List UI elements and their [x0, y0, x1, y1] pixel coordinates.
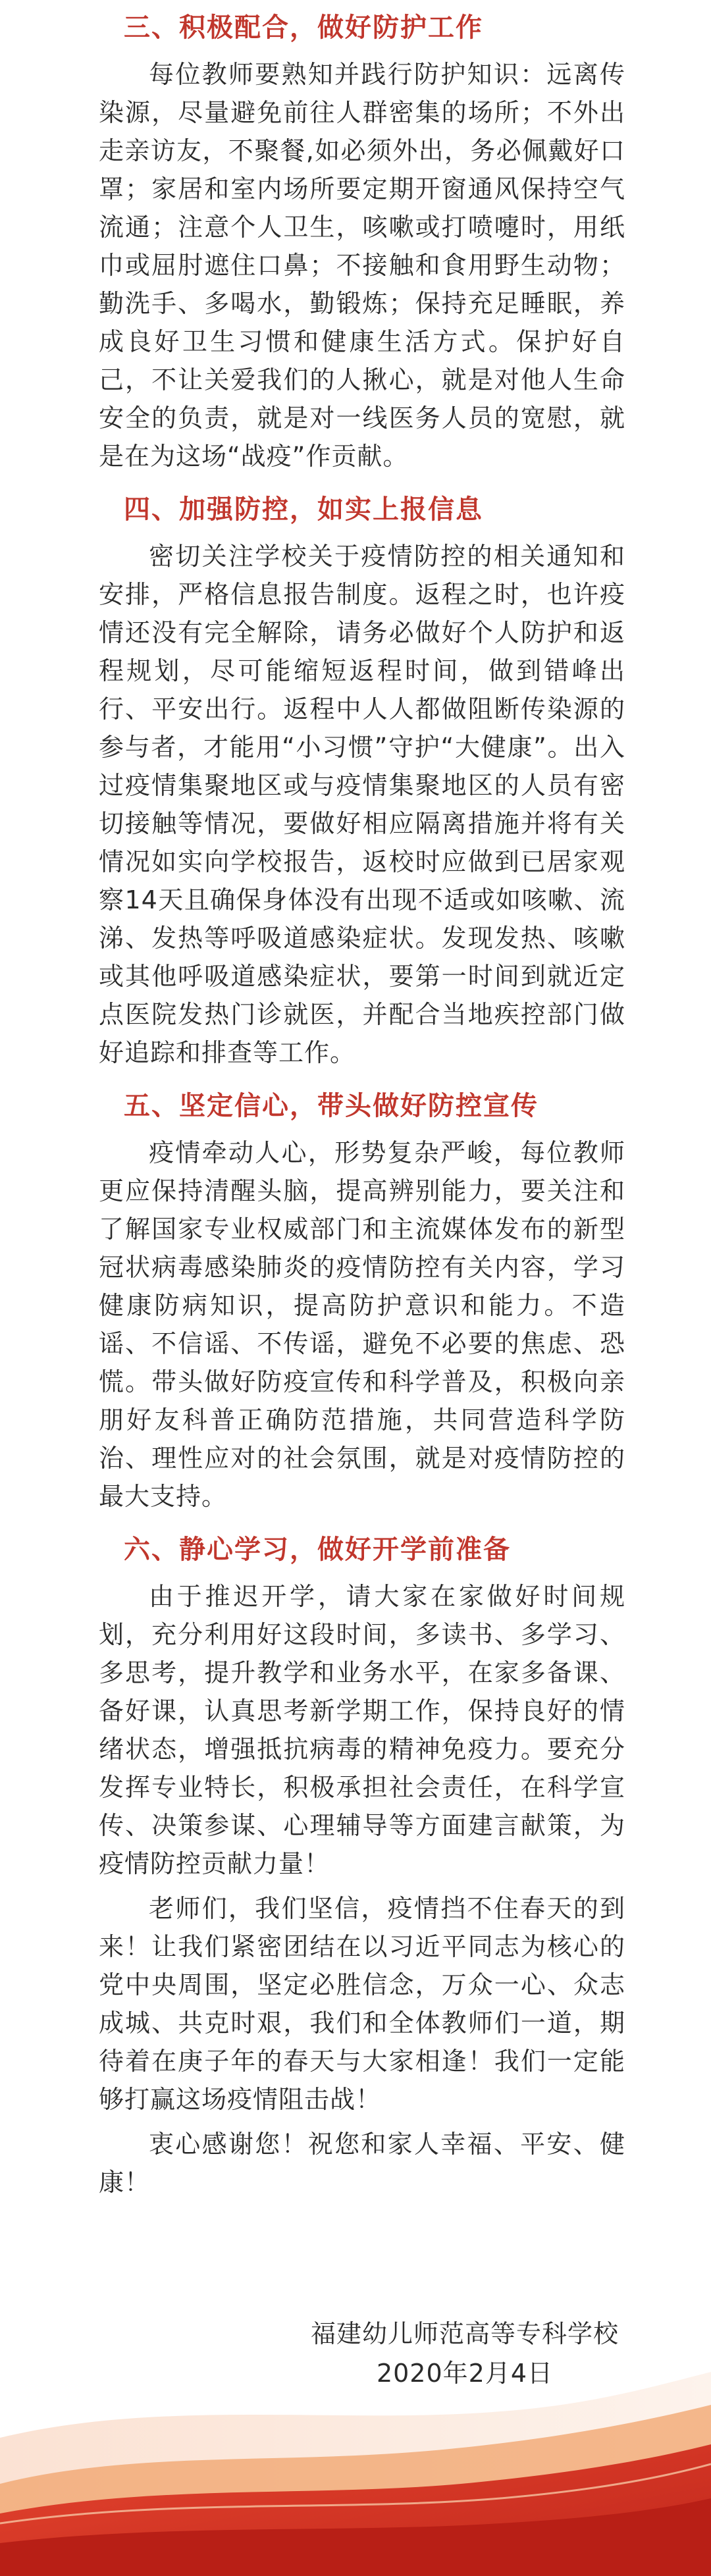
section-title: 六、静心学习，做好开学前准备	[124, 1535, 511, 1565]
section-paragraph: 由于推迟开学，请大家在家做好时间规划，充分利用好这段时间，多读书、多学习、多思考，提升教学和业务水平，在家多备课、备好课，认真思考新学期工作，保持良好的情绪状态，增强抵抗病毒的精神免疫力。要充分发挥专业特长，积极承担社会责任，在科学宣传、决策参谋、心理辅导等方面建言献策，为疫情防控贡献力量！	[99, 1582, 625, 1878]
section-paragraph: 疫情牵动人心，形势复杂严峻，每位教师更应保持清醒头脑，提高辨别能力，要关注和了解国家专业权威部门和主流媒体发布的新型冠状病毒感染肺炎的疫情防控有关内容，学习健康防病知识，提高防护意识和能力。不造谣、不信谣、不传谣，避免不必要的焦虑、恐慌。带头做好防疫宣传和科学普及，积极向亲朋好友科普正确防范措施，共同营造科学防治、理性应对的社会氛围，就是对疫情防控的最大支持。	[99, 1138, 625, 1511]
section-5	[99, 1078, 625, 1515]
thanks-paragraph: 衷心感谢您！祝您和家人幸福、平安、健康！	[99, 2130, 625, 2197]
signature-date: 2020年2月4日	[376, 2359, 554, 2388]
signature-org: 福建幼儿师范高等专科学校	[310, 2319, 619, 2348]
section-6	[99, 1522, 625, 2201]
closing-paragraph: 老师们，我们坚信，疫情挡不住春天的到来！让我们紧密团结在以习近平同志为核心的党中央周围，坚定必胜信念，万众一心、众志成城、共克时艰，我们和全体教师们一道，期待着在庚子年的春天与大家相逢！我们一定能够打赢这场疫情阻击战！	[99, 1894, 625, 2114]
section-3	[99, 0, 625, 475]
red-wave-decoration	[0, 2326, 711, 2576]
notice-content	[99, 0, 625, 2208]
section-paragraph: 每位教师要熟知并践行防护知识：远离传染源，尽量避免前往人群密集的场所；不外出走亲访友，不聚餐,如必须外出，务必佩戴好口罩；家居和室内场所要定期开窗通风保持空气流通；注意个人卫生，咳嗽或打喷嚏时，用纸巾或屈肘遮住口鼻；不接触和食用野生动物；勤洗手、多喝水，勤锻炼；保持充足睡眠，养成良好卫生习惯和健康生活方式。保护好自己，不让关爱我们的人揪心，就是对他人生命安全的负责，就是对一线医务人员的宽慰，就是在为这场“战疫”作贡献。	[99, 60, 625, 471]
section-4	[99, 482, 625, 1072]
section-paragraph: 密切关注学校关于疫情防控的相关通知和安排，严格信息报告制度。返程之时，也许疫情还没有完全解除，请务必做好个人防护和返程规划，尽可能缩短返程时间，做到错峰出行、平安出行。返程中人人都做阻断传染源的参与者，才能用“小习惯”守护“大健康”。出入过疫情集聚地区或与疫情集聚地区的人员有密切接触等情况，要做好相应隔离措施并将有关情况如实向学校报告，返校时应做到已居家观察14天且确保身体没有出现不适或如咳嗽、流涕、发热等呼吸道感染症状。发现发热、咳嗽或其他呼吸道感染症状，要第一时间到就近定点医院发热门诊就医，并配合当地疾控部门做好追踪和排查等工作。	[99, 542, 625, 1067]
section-title: 三、积极配合，做好防护工作	[124, 13, 483, 43]
section-title: 四、加强防控，如实上报信息	[124, 494, 483, 525]
section-title: 五、坚定信心，带头做好防控宣传	[124, 1091, 539, 1121]
